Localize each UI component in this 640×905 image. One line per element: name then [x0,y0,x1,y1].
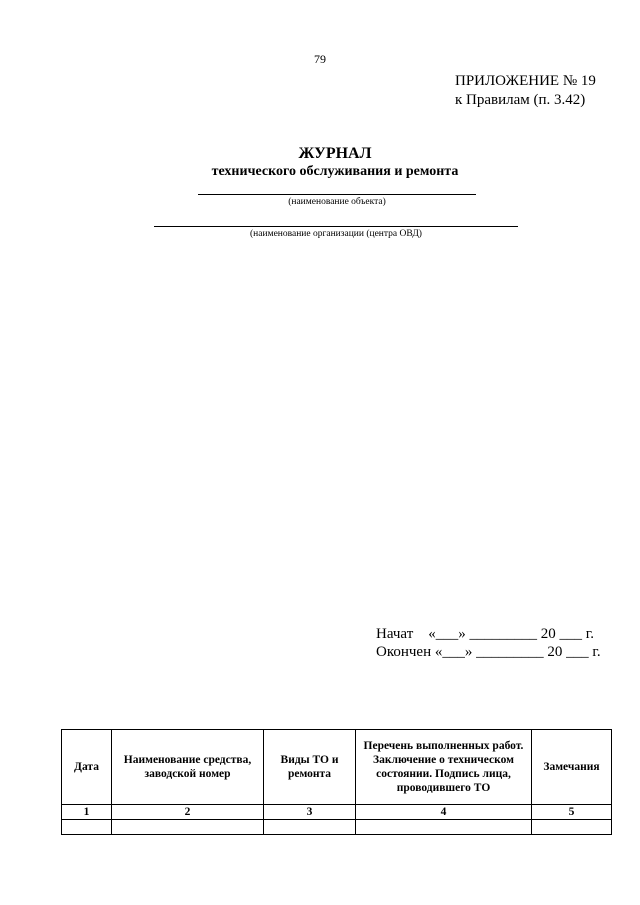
organization-name-caption: (наименование организации (центра ОВД) [250,229,422,239]
table-cell [356,820,532,835]
column-number-1: 1 [62,805,112,820]
column-number-5: 5 [532,805,612,820]
object-name-caption: (наименование объекта) [288,197,386,207]
table-cell [112,820,264,835]
table-cell [532,820,612,835]
table-header-row [62,730,612,805]
table-cell [62,820,112,835]
header-equipment-name: Наименование средства, заводской номер [112,730,264,805]
column-number-2: 2 [112,805,264,820]
organization-name-line [154,226,518,227]
finished-date-line: Окончен «___» _________ 20 ___ г. [376,644,601,660]
table-number-row [62,805,612,820]
appendix-reference: к Правилам (п. 3.42) [455,92,586,108]
header-remarks: Замечания [532,730,612,805]
object-name-line [198,194,476,195]
header-maintenance-types: Виды ТО и ремонта [264,730,356,805]
column-number-3: 3 [264,805,356,820]
header-work-list: Перечень выполненных работ. Заключение о техническом состоянии. Подпись лица, проводившего ТО [356,730,532,805]
appendix-block [455,72,625,110]
header-date: Дата [62,730,112,805]
table-cell [264,820,356,835]
table-row [62,820,612,835]
journal-subtitle: технического обслуживания и ремонта [211,164,459,179]
journal-title: ЖУРНАЛ [298,145,372,162]
page-number: 79 [314,52,326,66]
started-date-line: Начат «___» _________ 20 ___ г. [376,626,594,642]
column-number-4: 4 [356,805,532,820]
journal-table [61,729,612,835]
appendix-title: ПРИЛОЖЕНИЕ № 19 [455,73,596,89]
